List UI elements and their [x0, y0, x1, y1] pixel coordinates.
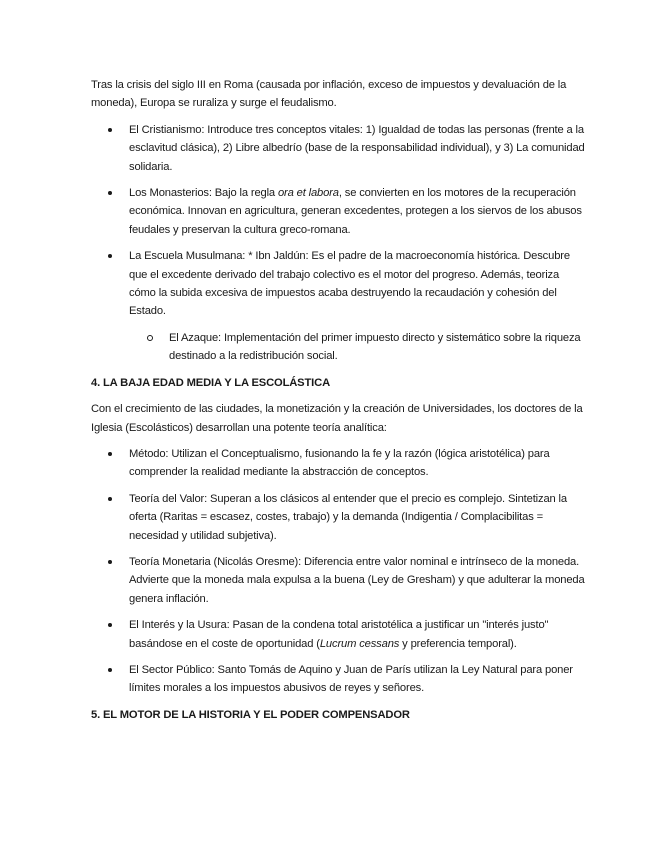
sub-item-azaque: El Azaque: Implementación del primer impuesto directo y sistemático sobre la riqueza destinado a la redistribución social.	[129, 329, 585, 366]
section4-intro: Con el crecimiento de las ciudades, la monetización y la creación de Universidades, los doctores de la Iglesia (Escolásticos) desarrollan una potente teoría analítica:	[91, 403, 583, 434]
item-text-start: El Interés y la Usura: Pasan de la condena total aristotélica a justificar un "interés justo" basándose en el coste de oportunidad (	[129, 619, 549, 650]
item-text: La Escuela Musulmana: * Ibn Jaldún: Es el padre de la macroeconomía histórica. Descubre que el excedente derivado del trabajo colectivo es el motor del progreso. Además, teoriza cómo la subida excesiva de impuestos acaba destruyendo la recaudación y cohesión del Estado.	[129, 250, 570, 318]
list-item-escuela-musulmana	[91, 247, 585, 365]
list-item-interes-usura	[91, 616, 585, 653]
list-item-metodo: Método: Utilizan el Conceptualismo, fusionando la fe y la razón (lógica aristotélica) para comprender la realidad mediante la abstracción de conceptos.	[91, 445, 585, 482]
section5-heading: 5. EL MOTOR DE LA HISTORIA Y EL PODER COMPENSADOR	[91, 708, 410, 721]
list-item-cristianismo: El Cristianismo: Introduce tres conceptos vitales: 1) Igualdad de todas las personas (frente a la esclavitud clásica), 2) Libre albedrío (base de la responsabilidad individual), y 3) La comunidad solidaria.	[91, 121, 585, 176]
section3-list	[91, 121, 585, 366]
item-text-start: Los Monasterios: Bajo la regla	[129, 187, 278, 200]
list-item-teoria-monetaria: Teoría Monetaria (Nicolás Oresme): Diferencia entre valor nominal e intrínseco de la moneda. Advierte que la moneda mala expulsa a la buena (Ley de Gresham) y que adulterar la moneda genera inflación.	[91, 553, 585, 608]
item-text-italic: Lucrum cessans	[319, 637, 400, 650]
list-item-teoria-valor: Teoría del Valor: Superan a los clásicos al entender que el precio es complejo. Sintetizan la oferta (Raritas = escasez, costes, trabajo) y la demanda (Indigentia / Complacibilitas = necesidad y utilidad subjetiva).	[91, 490, 585, 545]
sub-list	[129, 329, 585, 366]
section4-heading: 4. LA BAJA EDAD MEDIA Y LA ESCOLÁSTICA	[91, 376, 330, 389]
list-item-sector-publico: El Sector Público: Santo Tomás de Aquino y Juan de París utilizan la Ley Natural para poner límites morales a los impuestos abusivos de reyes y señores.	[91, 661, 585, 698]
item-text-end: y preferencia temporal).	[399, 637, 517, 650]
intro-paragraph: Tras la crisis del siglo III en Roma (causada por inflación, exceso de impuestos y devaluación de la moneda), Europa se ruraliza y surge el feudalismo.	[91, 79, 567, 110]
item-text-italic: ora et labora	[277, 187, 339, 200]
section4-list	[91, 445, 585, 698]
list-item-monasterios	[91, 184, 585, 239]
item-text-end: , se convierten en los motores de la recuperación económica. Innovan en agricultura, generan excedentes, protegen a los siervos de los abusos feudales y preservan la cultura greco-romana.	[129, 187, 582, 236]
